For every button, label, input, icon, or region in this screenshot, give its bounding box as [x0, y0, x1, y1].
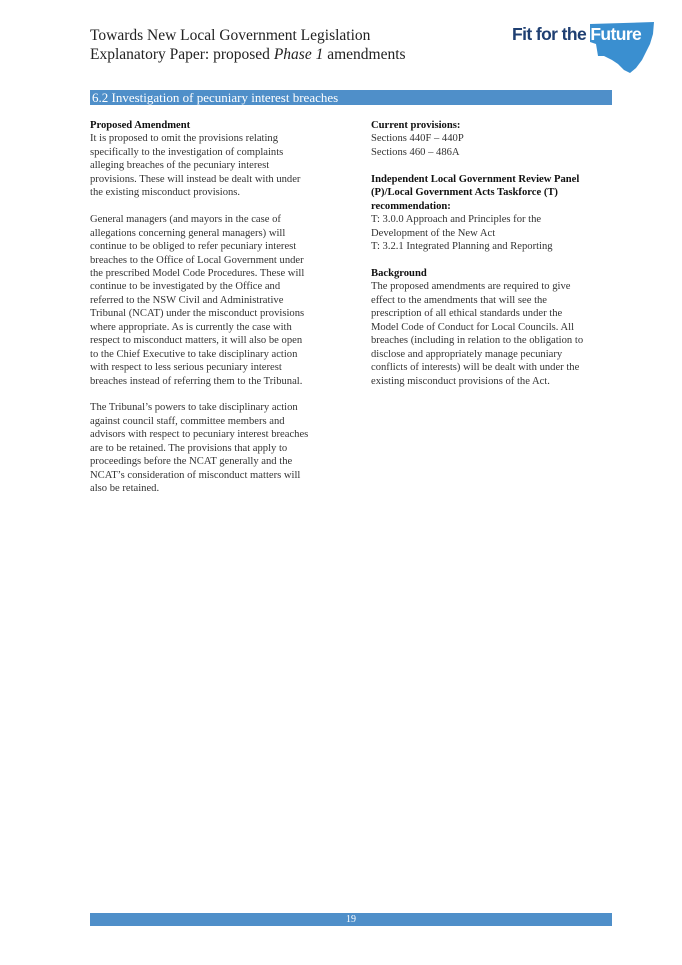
text-line: breaches instead of referring them to the Tribunal. [90, 375, 303, 387]
header-line-2-suffix: amendments [323, 46, 406, 63]
text-line: conflicts of interests) will be dealt with under the [371, 362, 580, 374]
text-line: the prescribed Model Code Procedures. These will [90, 267, 305, 279]
heading-line: Independent Local Government Review Panel [371, 173, 580, 185]
text-line: provisions. These will instead be dealt with under [90, 173, 301, 185]
proposed-amendment-heading: Proposed Amendment [90, 120, 191, 131]
text-line: continue to be obliged to refer pecuniary interest [90, 241, 297, 253]
text-line: breaches (including in relation to the obligation to [371, 335, 584, 347]
paragraph-gap [90, 388, 340, 401]
header-line-2 [90, 45, 406, 64]
review-panel-heading [371, 173, 616, 213]
text-line: The Tribunal’s powers to take disciplinary action [90, 402, 298, 414]
logo-text [512, 24, 641, 45]
heading-line: recommendation: [371, 200, 451, 212]
recommendation-list [371, 213, 616, 253]
text-line: Sections 460 – 486A [371, 146, 460, 158]
fit-for-the-future-logo [512, 20, 662, 76]
page-number-bar [90, 913, 612, 926]
header-line-2-prefix: Explanatory Paper: proposed [90, 46, 274, 63]
heading-line: (P)/Local Government Acts Taskforce (T) [371, 187, 558, 199]
text-line: disclose and appropriately manage pecuniary [371, 348, 563, 360]
text-line: NCAT’s consideration of misconduct matters will [90, 469, 301, 481]
text-line: against council staff, committee members and [90, 415, 285, 427]
text-line: Development of the New Act [371, 227, 496, 239]
paragraph-3 [90, 401, 340, 495]
paragraph-gap [371, 159, 616, 172]
paragraph-2 [90, 213, 340, 388]
background-heading: Background [371, 267, 427, 279]
text-line: proceedings before the NCAT generally and the [90, 456, 293, 468]
background-paragraph [371, 280, 616, 388]
text-line: T: 3.0.0 Approach and Principles for the [371, 214, 542, 226]
text-line: advisors with respect to pecuniary interest breaches [90, 429, 309, 441]
text-line: alleging breaches of the pecuniary interest [90, 160, 270, 172]
text-line: the existing misconduct provisions. [90, 187, 241, 199]
section-title-bar: 6.2 Investigation of pecuniary interest breaches [90, 90, 612, 105]
text-line: existing misconduct provisions of the Act. [371, 375, 550, 387]
text-line: are to be retained. The provisions that apply to [90, 442, 288, 454]
text-line: T: 3.2.1 Integrated Planning and Reporting [371, 241, 553, 253]
text-line: to the Chief Executive to take disciplinary action [90, 348, 298, 360]
document-header [90, 26, 406, 64]
paragraph-gap [371, 254, 616, 267]
text-line: where appropriate. As is currently the case with [90, 321, 292, 333]
logo-text-future: Future [590, 24, 642, 44]
text-line: prescription of all ethical standards under the [371, 308, 563, 320]
text-line: breaches to the Office of Local Government under [90, 254, 304, 266]
current-provisions-list [371, 132, 616, 159]
paragraph-1 [90, 132, 340, 199]
header-phase-italic: Phase 1 [273, 46, 324, 63]
text-line: respect to misconduct matters, it will also be open [90, 335, 303, 347]
paragraph-gap [90, 200, 340, 213]
text-line: The proposed amendments are required to give [371, 281, 571, 293]
text-line: continue to be investigated by the Office and [90, 281, 281, 293]
text-line: effect to the amendments that will see the [371, 294, 548, 306]
text-line: It is proposed to omit the provisions relating [90, 133, 279, 145]
logo-text-fit: Fit for the [512, 24, 591, 44]
left-column [90, 119, 340, 496]
text-line: Sections 440F – 440P [371, 133, 464, 145]
text-line: specifically to the investigation of complaints [90, 146, 284, 158]
header-line-1: Towards New Local Government Legislation [90, 27, 371, 44]
text-line: Model Code of Conduct for Local Councils. All [371, 321, 575, 333]
text-line: referred to the NSW Civil and Administrative [90, 294, 284, 306]
page-number: 19 [346, 914, 356, 925]
text-line: also be retained. [90, 483, 160, 495]
text-line: Tribunal (NCAT) under the misconduct provisions [90, 308, 305, 320]
text-line: with respect to less serious pecuniary interest [90, 362, 282, 374]
text-line: allegations concerning general managers) will [90, 227, 286, 239]
right-column [371, 119, 616, 388]
text-line: General managers (and mayors in the case of [90, 214, 281, 226]
current-provisions-heading: Current provisions: [371, 120, 461, 131]
